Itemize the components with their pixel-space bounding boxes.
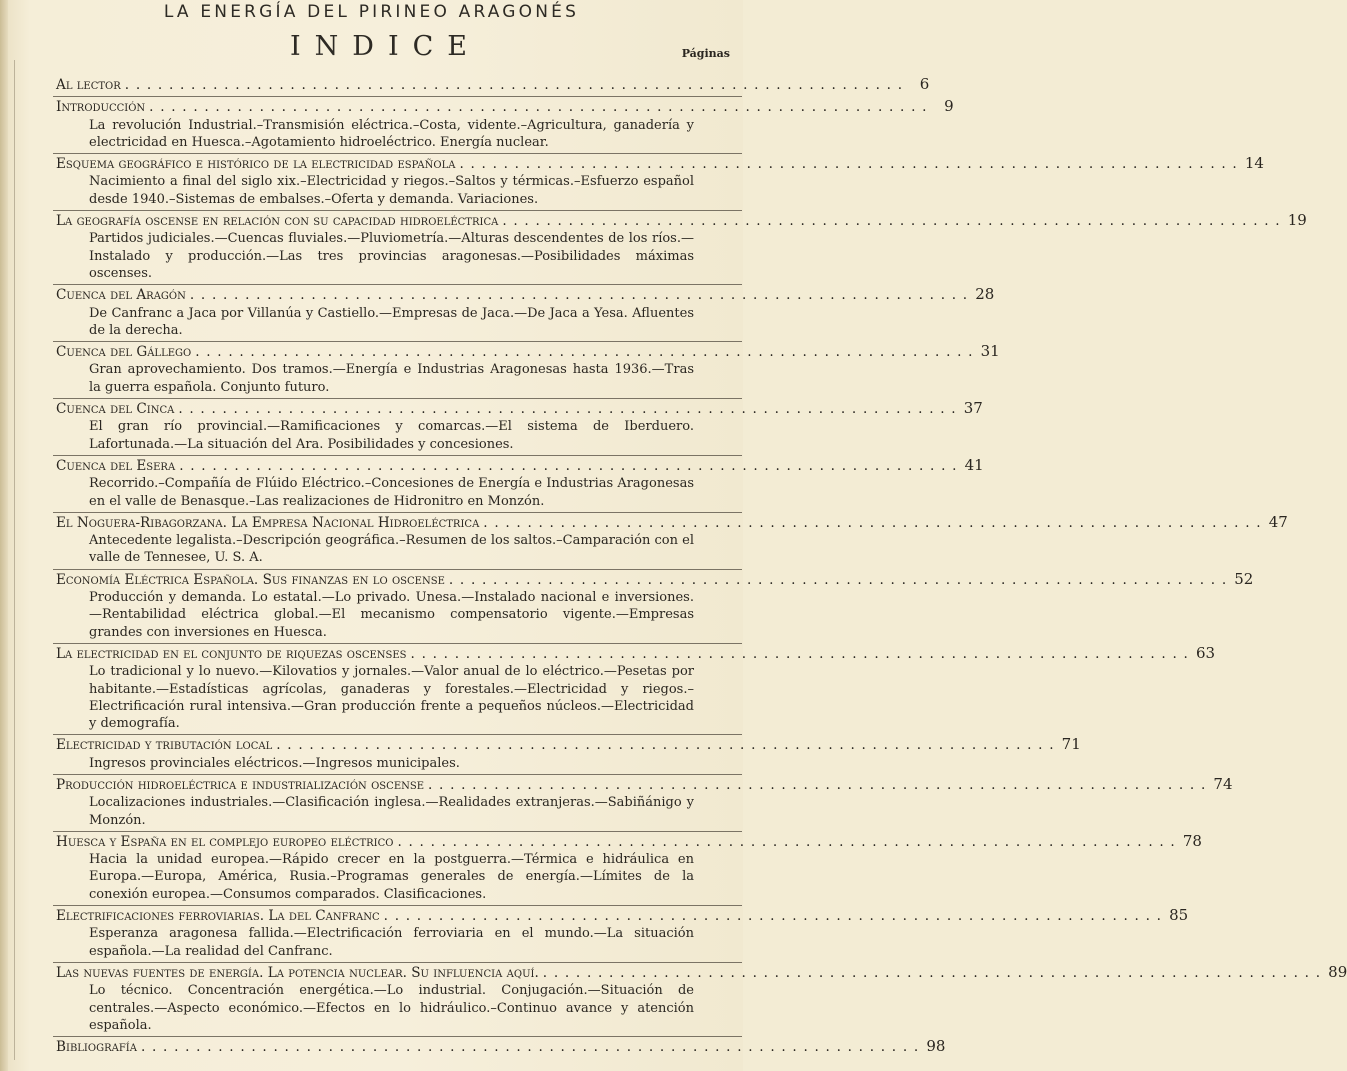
toc-entry-title: La geografía oscense en relación con su capacidad hidroeléctrica [56, 213, 499, 230]
toc-entry-page: 9 [944, 97, 954, 116]
toc-entry[interactable] [56, 97, 954, 151]
toc-entry-summary: Producción y demanda. Lo estatal.—Lo privado. Unesa.—Instalado nacional e inversiones.—Rentabilidad eléctrica global.—El mecanismo compensatorio vigente.—Empresas grandes con inversiones en Huesca. [89, 590, 694, 640]
toc-entry-title: Bibliografía [56, 1039, 137, 1056]
toc-entry-page: 89 [1328, 962, 1347, 981]
toc-entry[interactable] [56, 399, 983, 453]
toc-entry[interactable] [56, 75, 930, 94]
dot-leader: . . . . . . . . . . . . . . . . . . . . . . . . . . . . . . . . . . . . . . . . . . . . . . . . . . . . . . . . . . . . . . . . . . . . . . . [179, 457, 958, 474]
toc-entry-title: Introducción [56, 99, 146, 116]
toc-entry-title: Cuenca del Esera [56, 457, 176, 474]
toc-entry-heading [56, 735, 1081, 754]
pages-column-label: Páginas [681, 47, 730, 60]
toc-entry-heading [56, 831, 1202, 851]
toc-entry-page: 41 [964, 455, 984, 474]
toc-entry-title: Cuenca del Gállego [56, 344, 192, 361]
toc-entry-heading [56, 97, 954, 116]
dot-leader: . . . . . . . . . . . . . . . . . . . . . . . . . . . . . . . . . . . . . . . . . . . . . . . . . . . . . . . . . . . . . . . . . . . . . . . [195, 344, 974, 361]
toc-entry-heading [56, 774, 1233, 794]
toc-entry[interactable] [56, 962, 1347, 1034]
toc-entry[interactable] [56, 569, 1254, 641]
dot-leader: . . . . . . . . . . . . . . . . . . . . . . . . . . . . . . . . . . . . . . . . . . . . . . . . . . . . . . . . . . . . . . . . . . . . . . . [276, 737, 1055, 754]
book-title: LA ENERGÍA DEL PIRINEO ARAGONÉS [163, 2, 580, 22]
entry-divider [53, 643, 742, 644]
toc-entry-page: 52 [1234, 569, 1254, 588]
toc-entry-summary: Antecedente legalista.–Descripción geográfica.–Resumen de los saltos.–Camparación con el valle de Tennesee, U. S. A. [89, 533, 694, 566]
toc-entry-title: Cuenca del Cinca [56, 401, 175, 418]
dot-leader: . . . . . . . . . . . . . . . . . . . . . . . . . . . . . . . . . . . . . . . . . . . . . . . . . . . . . . . . . . . . . . . . . . . . . . . [124, 77, 904, 93]
entry-divider [53, 153, 742, 154]
toc-entry-heading [56, 455, 984, 475]
entry-divider [53, 1036, 742, 1037]
toc-entry[interactable] [56, 643, 1216, 732]
toc-entry-heading [56, 512, 1288, 532]
toc-entry[interactable] [56, 342, 1000, 396]
margin-rule [14, 60, 15, 1060]
entry-divider [53, 398, 742, 399]
dot-leader: . . . . . . . . . . . . . . . . . . . . . . . . . . . . . . . . . . . . . . . . . . . . . . . . . . . . . . . . . . . . . . . . . . . . . . . [140, 1039, 920, 1056]
toc-entry-page: 78 [1182, 831, 1202, 850]
entry-divider [53, 569, 742, 570]
entry-divider [53, 96, 742, 97]
toc-entry-heading [56, 285, 995, 304]
toc-entry-page: 98 [926, 1037, 946, 1056]
toc-entry[interactable] [56, 285, 995, 339]
toc-entry-summary: Ingresos provinciales eléctricos.—Ingresos municipales. [89, 755, 460, 771]
toc-entry-summary: Lo tradicional y lo nuevo.—Kilovatios y jornales.—Valor anual de lo eléctrico.—Pesetas por habitante.—Estadísticas agrícolas, ganaderas y forestales.—Electricidad y riegos.–Electrificación rural intensiva.—Gran producción frente a pequeños núcleos.—Electricidad y demografía. [89, 664, 694, 732]
dot-leader: . . . . . . . . . . . . . . . . . . . . . . . . . . . . . . . . . . . . . . . . . . . . . . . . . . . . . . . . . . . . . . . . . . . . . . . [149, 99, 928, 116]
toc-entry[interactable] [56, 154, 1264, 208]
entry-divider [53, 734, 742, 735]
toc-entry-title: Esquema geográfico e histórico de la electricidad española [56, 156, 456, 173]
entry-divider [53, 210, 742, 211]
toc-entry-summary: El gran río provincial.—Ramificaciones y comarcas.—El sistema de Iberduero. Lafortunada.—La situación del Ara. Posibilidades y concesiones. [89, 419, 694, 452]
toc-entry[interactable] [56, 211, 1307, 282]
toc-entry-heading [56, 962, 1347, 982]
toc-entry-page: 63 [1195, 643, 1216, 662]
toc-entry-summary: Esperanza aragonesa fallida.—Electrificación ferroviaria en el mundo.—La situación española.—La realidad del Canfranc. [89, 926, 694, 959]
toc-entry-title: Economía Eléctrica Española. Sus finanzas en lo oscense [56, 571, 445, 588]
toc-entry-heading [56, 399, 983, 418]
toc-entry-summary: La revolución Industrial.–Transmisión eléctrica.–Costa, vidente.–Agricultura, ganadería y electricidad en Huesca.–Agotamiento hidroeléctrico. Energía nuclear. [89, 117, 694, 150]
toc-entry-title: Electricidad y tributación local [56, 737, 273, 754]
dot-leader: . . . . . . . . . . . . . . . . . . . . . . . . . . . . . . . . . . . . . . . . . . . . . . . . . . . . . . . . . . . . . . . . . . . . . . . [189, 287, 969, 304]
dot-leader: . . . . . . . . . . . . . . . . . . . . . . . . . . . . . . . . . . . . . . . . . . . . . . . . . . . . . . . . . . . . . . . . . . . . . . . [178, 401, 957, 418]
toc-entry-summary: Localizaciones industriales.—Clasificación inglesa.—Realidades extranjeras.—Sabiñánigo y Monzón. [89, 795, 694, 828]
toc-entry-title: Electrificaciones ferroviarias. La del Canfranc [56, 908, 380, 925]
toc-entry-summary: Nacimiento a final del siglo xix.–Electricidad y riegos.–Saltos y térmicas.–Esfuerzo español desde 1940.–Sistemas de embalses.–Oferta y demanda. Variaciones. [89, 174, 694, 207]
toc-entry-heading [56, 342, 1000, 361]
toc-entry-heading [56, 75, 930, 94]
toc-entry-title: Cuenca del Aragón [56, 287, 186, 304]
dot-leader: . . . . . . . . . . . . . . . . . . . . . . . . . . . . . . . . . . . . . . . . . . . . . . . . . . . . . . . . . . . . . . . . . . . . . . . [459, 156, 1238, 173]
table-of-contents [56, 75, 1347, 1056]
toc-entry-heading [56, 906, 1189, 925]
toc-entry-title: Huesca y España en el complejo europeo eléctrico [56, 833, 394, 850]
dot-leader: . . . . . . . . . . . . . . . . . . . . . . . . . . . . . . . . . . . . . . . . . . . . . . . . . . . . . . . . . . . . . . . . . . . . . . . [397, 833, 1176, 850]
toc-entry-heading [56, 569, 1254, 589]
toc-entry-heading [56, 154, 1264, 173]
toc-entry-heading [56, 211, 1307, 230]
toc-entry-summary: Partidos judiciales.—Cuencas fluviales.—Pluviometría.—Alturas descendentes de los ríos.—Instalado y producción.—Las tres provincias aragonesas.—Posibilidades máximas oscenses. [89, 231, 694, 281]
entry-divider [53, 774, 742, 775]
toc-entry-summary: Lo técnico. Concentración energética.—Lo industrial. Conjugación.—Situación de centrales.—Aspecto económico.—Efectos en lo hidráulico.–Continuo avance y atención española. [89, 983, 694, 1033]
toc-entry-page: 74 [1213, 774, 1233, 793]
toc-entry-page: 31 [980, 342, 1000, 361]
toc-entry[interactable] [56, 831, 1202, 903]
toc-entry-summary: De Canfranc a Jaca por Villanúa y Castiello.—Empresas de Jaca.—De Jaca a Yesa. Afluentes de la derecha. [89, 305, 694, 338]
toc-entry[interactable] [56, 906, 1189, 960]
toc-entry-summary: Hacia la unidad europea.—Rápido crecer en la postguerra.—Térmica e hidráulica en Europa.—Europa, América, Rusia.–Programas generales de energía.—Límites de la conexión europea.—Consumos comparados. Clasificaciones. [89, 852, 694, 902]
toc-entry[interactable] [56, 512, 1288, 567]
toc-entry-title: Producción hidroeléctrica e industrialización oscense [56, 776, 425, 793]
toc-entry-page: 37 [963, 399, 983, 418]
dot-leader: . . . . . . . . . . . . . . . . . . . . . . . . . . . . . . . . . . . . . . . . . . . . . . . . . . . . . . . . . . . . . . . . . . . . . . . [502, 213, 1281, 230]
index-title: INDICE [290, 31, 481, 62]
entry-divider [53, 905, 742, 906]
toc-entry-page: 85 [1169, 906, 1189, 925]
dot-leader: . . . . . . . . . . . . . . . . . . . . . . . . . . . . . . . . . . . . . . . . . . . . . . . . . . . . . . . . . . . . . . . . . . . . . . . [428, 776, 1207, 793]
toc-entry-page: 19 [1287, 211, 1307, 230]
book-binding-shadow [0, 0, 8, 1071]
entry-divider [53, 512, 742, 513]
toc-entry-page: 28 [975, 285, 995, 304]
toc-entry[interactable] [56, 735, 1081, 772]
dot-leader: . . . . . . . . . . . . . . . . . . . . . . . . . . . . . . . . . . . . . . . . . . . . . . . . . . . . . . . . . . . . . . . . . . . . . . . [448, 571, 1228, 588]
toc-entry-title: El Noguera-Ribagorzana. La Empresa Nacional Hidroeléctrica [56, 514, 480, 531]
toc-entry-page: 14 [1244, 154, 1264, 173]
dot-leader: . . . . . . . . . . . . . . . . . . . . . . . . . . . . . . . . . . . . . . . . . . . . . . . . . . . . . . . . . . . . . . . . . . . . . . . [383, 908, 1163, 925]
toc-entry[interactable] [56, 1037, 946, 1056]
toc-entry-page: 47 [1268, 512, 1288, 531]
toc-entry-heading [56, 1037, 946, 1056]
toc-entry-page: 71 [1061, 735, 1081, 754]
toc-entry[interactable] [56, 455, 984, 510]
entry-divider [53, 455, 742, 456]
toc-entry-summary: Recorrido.–Compañía de Flúido Eléctrico.–Concesiones de Energía e Industrias Aragonesas en el valle de Benasque.–Las realizaciones de Hidronitro en Monzón. [89, 476, 694, 509]
entry-divider [53, 831, 742, 832]
dot-leader: . . . . . . . . . . . . . . . . . . . . . . . . . . . . . . . . . . . . . . . . . . . . . . . . . . . . . . . . . . . . . . . . . . . . . . . [410, 645, 1190, 662]
entry-divider [53, 341, 742, 342]
entry-divider [53, 284, 742, 285]
toc-entry-title: La electricidad en el conjunto de riquezas oscenses [56, 645, 407, 662]
toc-entry-heading [56, 643, 1216, 663]
toc-entry-page: 6 [919, 75, 930, 93]
toc-entry-summary: Gran aprovechamiento. Dos tramos.—Energía e Industrias Aragonesas hasta 1936.—Tras la guerra española. Conjunto futuro. [89, 362, 694, 395]
toc-entry-title: Al lector [56, 77, 121, 93]
dot-leader: . . . . . . . . . . . . . . . . . . . . . . . . . . . . . . . . . . . . . . . . . . . . . . . . . . . . . . . . . . . . . . . . . . . . . . . [542, 964, 1322, 981]
entry-divider [53, 962, 742, 963]
toc-entry[interactable] [56, 774, 1233, 829]
toc-entry-title: Las nuevas fuentes de energía. La potencia nuclear. Su influencia aquí. [56, 964, 539, 981]
dot-leader: . . . . . . . . . . . . . . . . . . . . . . . . . . . . . . . . . . . . . . . . . . . . . . . . . . . . . . . . . . . . . . . . . . . . . . . [483, 514, 1262, 531]
